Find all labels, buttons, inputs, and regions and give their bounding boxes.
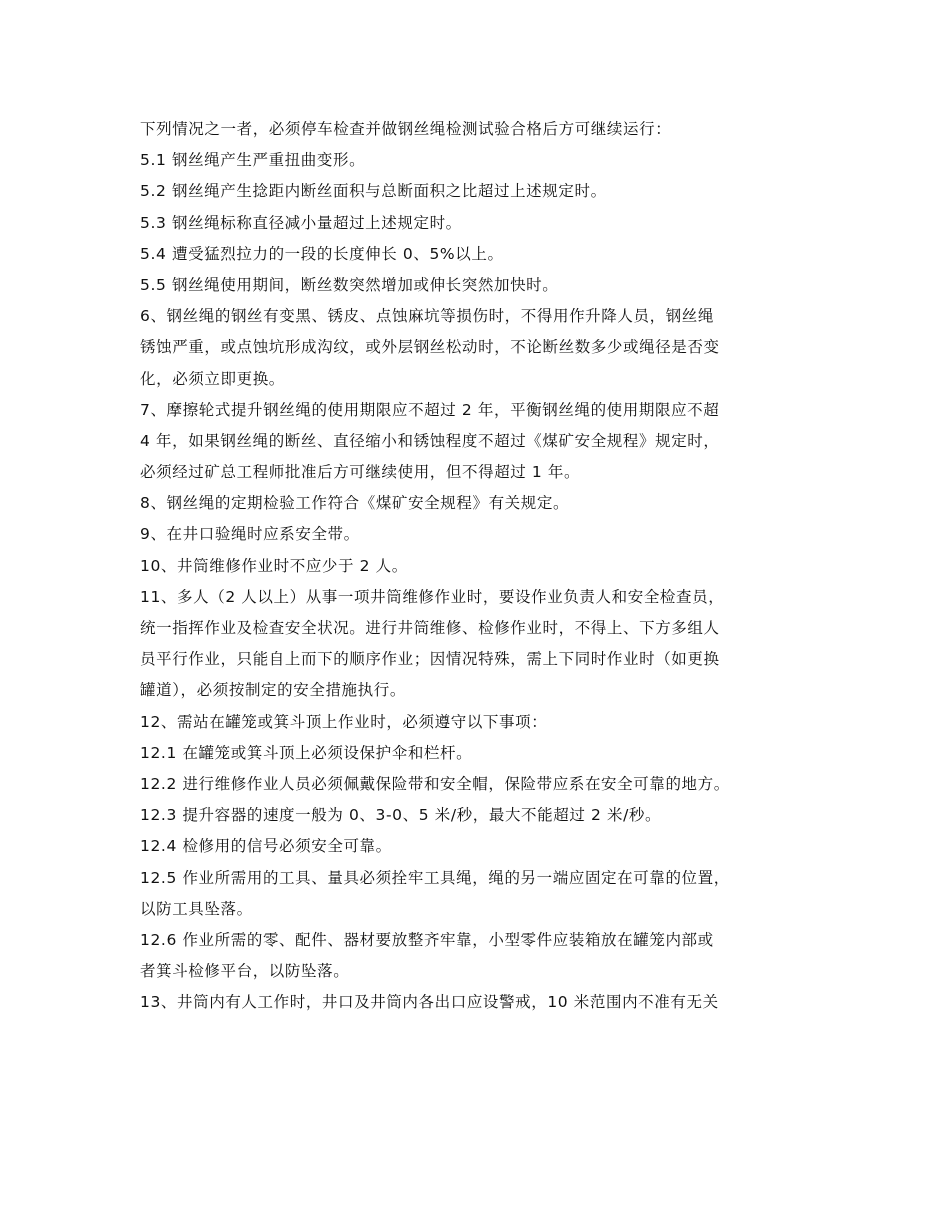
text-line-9: 9、在井口验绳时应系安全带。 — [140, 525, 360, 544]
text-line-5-3: 5.3 钢丝绳标称直径减小量超过上述规定时。 — [140, 213, 462, 232]
text-line-5-1: 5.1 钢丝绳产生严重扭曲变形。 — [140, 151, 366, 170]
text-line-7b: 4 年，如果钢丝绳的断丝、直径缩小和锈蚀程度不超过《煤矿安全规程》规定时， — [140, 431, 720, 450]
text-line-7c: 必须经过矿总工程师批准后方可继续使用，但不得超过 1 年。 — [140, 463, 581, 482]
text-line-6b: 锈蚀严重，或点蚀坑形成沟纹，或外层钢丝松动时，不论断丝数多少或绳径是否变 — [140, 338, 720, 357]
text-line-12: 12、需站在罐笼或箕斗顶上作业时，必须遵守以下事项： — [140, 712, 548, 731]
text-line-12-5b: 以防工具坠落。 — [140, 899, 253, 918]
text-line-12-5a: 12.5 作业所需用的工具、量具必须拴牢工具绳，绳的另一端应固定在可靠的位置， — [140, 868, 730, 887]
text-line-11a: 11、多人（2 人以上）从事一项井筒维修作业时，要设作业负责人和安全检查员， — [140, 587, 725, 606]
text-line-7a: 7、摩擦轮式提升钢丝绳的使用期限应不超过 2 年，平衡钢丝绳的使用期限应不超 — [140, 400, 720, 419]
document-body — [140, 114, 820, 1018]
text-line-5-4: 5.4 遭受猛烈拉力的一段的长度伸长 0、5%以上。 — [140, 244, 504, 263]
text-line-10: 10、井筒维修作业时不应少于 2 人。 — [140, 556, 408, 575]
text-line-11c: 员平行作业，只能自上而下的顺序作业；因情况特殊，需上下同时作业时（如更换 — [140, 650, 720, 669]
text-line-11d: 罐道），必须按制定的安全措施执行。 — [140, 681, 406, 700]
text-line-intro: 下列情况之一者，必须停车检查并做钢丝绳检测试验合格后方可继续运行： — [140, 120, 672, 138]
text-line-8: 8、钢丝绳的定期检验工作符合《煤矿安全规程》有关规定。 — [140, 494, 570, 513]
text-line-12-2: 12.2 进行维修作业人员必须佩戴保险带和安全帽，保险带应系在安全可靠的地方。 — [140, 774, 730, 793]
text-line-11b: 统一指挥作业及检查安全状况。进行井筒维修、检修作业时，不得上、下方多组人 — [140, 619, 720, 637]
text-line-12-6b: 者箕斗检修平台，以防坠落。 — [140, 962, 350, 981]
text-line-12-3: 12.3 提升容器的速度一般为 0、3-0、5 米/秒，最大不能超过 2 米/秒。 — [140, 806, 662, 825]
text-line-5-2: 5.2 钢丝绳产生捻距内断丝面积与总断面积之比超过上述规定时。 — [140, 182, 607, 201]
text-line-6a: 6、钢丝绳的钢丝有变黑、锈皮、点蚀麻坑等损伤时，不得用作升降人员，钢丝绳 — [140, 307, 714, 326]
text-line-5-5: 5.5 钢丝绳使用期间，断丝数突然增加或伸长突然加快时。 — [140, 275, 559, 294]
text-line-13: 13、井筒内有人工作时，井口及井筒内各出口应设警戒，10 米范围内不准有无关 — [140, 993, 719, 1012]
text-line-6c: 化，必须立即更换。 — [140, 369, 285, 388]
text-line-12-4: 12.4 检修用的信号必须安全可靠。 — [140, 837, 392, 856]
text-line-12-6a: 12.6 作业所需的零、配件、器材要放整齐牢靠，小型零件应装箱放在罐笼内部或 — [140, 930, 714, 949]
text-line-12-1: 12.1 在罐笼或箕斗顶上必须设保护伞和栏杆。 — [140, 743, 473, 762]
